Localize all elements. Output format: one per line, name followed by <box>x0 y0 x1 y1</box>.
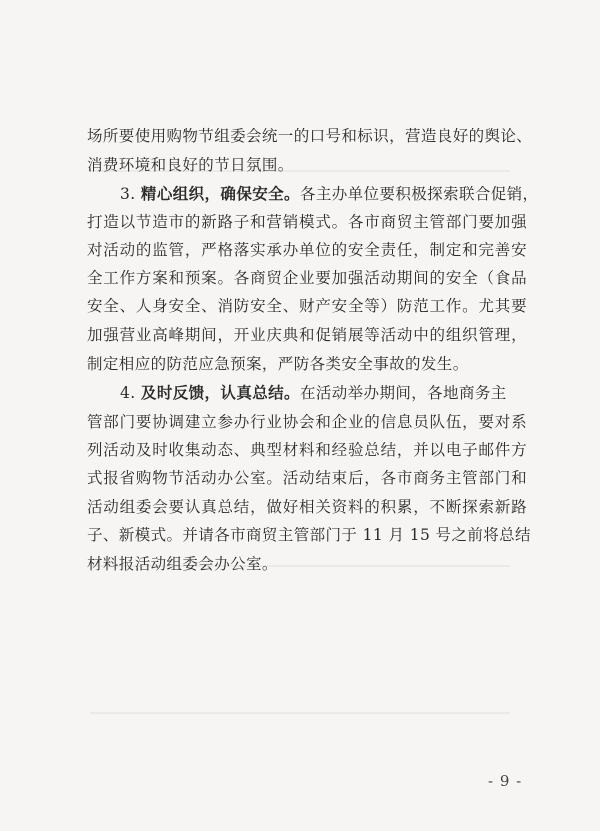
text-line: 活动组委会要认真总结，做好相关资料的积累，不断探索新路 <box>87 498 527 516</box>
text-line: 场所要使用购物节组委会统一的口号和标识，营造良好的舆论、 <box>87 127 533 145</box>
text-line: 加强营业高峰期间，开业庆典和促销展等活动中的组织管理， <box>87 326 527 344</box>
item-heading: 精心组织，确保安全。 <box>140 184 300 203</box>
text-line: 管部门要协调建立参办行业协会和企业的信息员队伍，要对系 <box>87 413 527 431</box>
paragraph-3-first-line <box>120 184 539 203</box>
page-number: - 9 - <box>488 772 523 790</box>
text-run: 在活动举办期间，各地商务主 <box>299 384 507 402</box>
text-line: 材料报活动组委会办公室。 <box>87 555 278 573</box>
paragraph-4-first-line <box>120 384 527 402</box>
item-number: 3. <box>120 185 136 203</box>
text-line: 子、新模式。并请各市商贸主管部门于 11 月 15 号之前将总结 <box>87 526 531 544</box>
item-heading: 及时反馈，认真总结。 <box>140 383 300 402</box>
text-line: 列活动及时收集动态、典型材料和经验总结，并以电子邮件方 <box>87 441 527 459</box>
text-line: 安全、人身安全、消防安全、财产安全等）防范工作。尤其要 <box>87 297 527 315</box>
text-line: 全工作方案和预案。各商贸企业要加强活动期间的安全（食品 <box>87 269 527 287</box>
item-number: 4. <box>120 384 136 402</box>
text-line: 对活动的监管，严格落实承办单位的安全责任，制定和完善安 <box>87 241 527 259</box>
text-line: 制定相应的防范应急预案，严防各类安全事故的发生。 <box>87 355 469 373</box>
text-line: 式报省购物节活动办公室。活动结束后，各市商务主管部门和 <box>87 469 527 487</box>
text-line: 消费环境和良好的节日氛围。 <box>87 156 294 174</box>
text-line: 打造以节造市的新路子和营销模式。各市商贸主管部门要加强 <box>87 213 527 231</box>
text-run: 各主办单位要积极探索联合促销， <box>299 185 539 203</box>
bleed-through-mark <box>90 712 510 714</box>
